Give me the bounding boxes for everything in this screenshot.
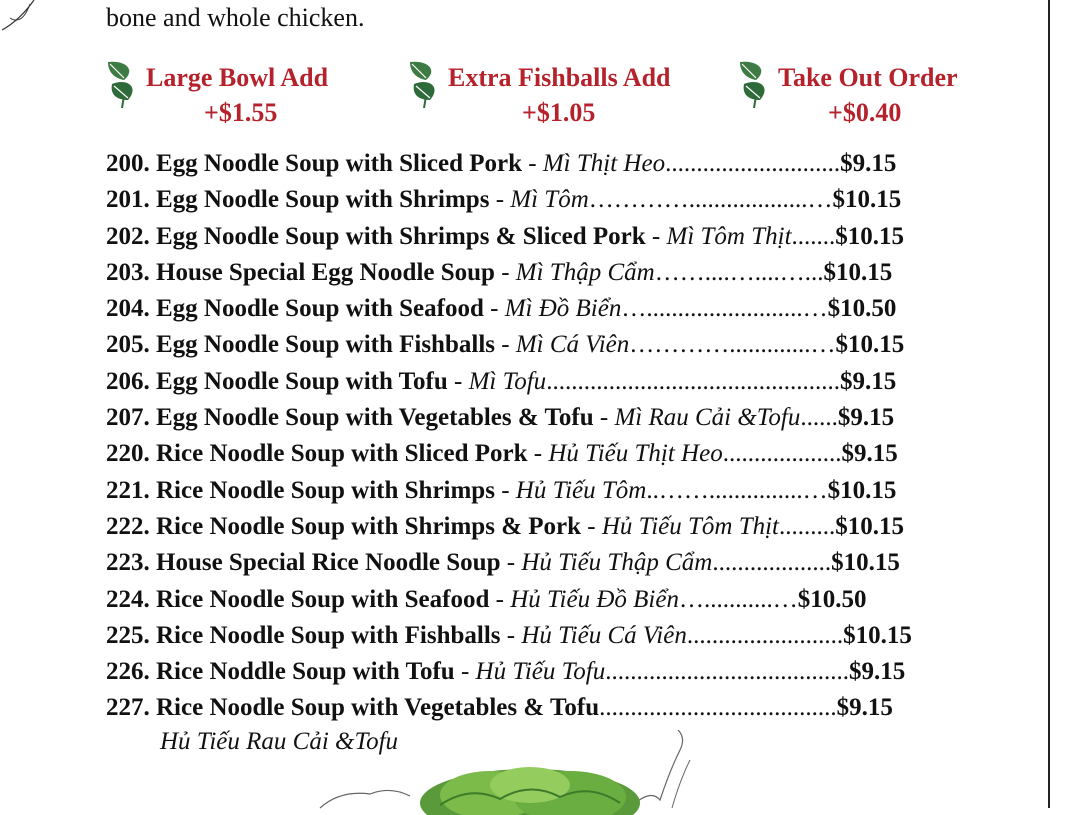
addon-price: +$1.55	[204, 98, 278, 127]
item-name: House Special Egg Noodle Soup	[156, 258, 495, 286]
leaf-icon	[736, 56, 774, 108]
item-number: 200.	[106, 150, 150, 177]
item-price: $10.15	[832, 186, 902, 214]
menu-item: 205. Egg Noodle Soup with Fishballs - Mì Cá Viên………….............…$10.15	[106, 331, 905, 359]
item-number: 224.	[106, 585, 150, 613]
item-leader: ………….............…	[629, 331, 836, 359]
item-price: $10.15	[823, 258, 893, 286]
item-name: House Special Rice Noodle Soup	[156, 549, 501, 577]
menu-item: 203. House Special Egg Noodle Soup - Mì Thập Cẩm……....…....…...$10.15	[106, 258, 893, 286]
menu-item: 226. Rice Noddle Soup with Tofu - Hủ Tiếu Tofu.......................................$9.15	[106, 658, 906, 686]
item-leader: ...............................................	[546, 367, 840, 395]
menu-item: 222. Rice Noodle Soup with Shrimps & Pork - Hủ Tiếu Tôm Thịt.........$10.15	[106, 512, 904, 540]
border-line	[1048, 0, 1050, 808]
item-viet-name: Hủ Tiếu Cá Viên	[521, 621, 687, 649]
item-price: $10.50	[797, 585, 867, 613]
menu-list	[106, 148, 1006, 729]
item-number: 202.	[106, 222, 150, 250]
item-price: $10.15	[835, 512, 904, 540]
item-number: 227.	[106, 694, 150, 722]
item-name: Rice Noodle Soup with Sliced Pork	[156, 440, 528, 468]
addon-price: +$1.05	[522, 98, 596, 127]
item-leader: ...................	[712, 549, 832, 577]
item-price: $9.15	[836, 694, 893, 722]
addon-large-bowl	[104, 56, 404, 128]
item-name: Egg Noodle Soup with Sliced Pork	[156, 150, 523, 177]
addon-label: Large Bowl Add	[146, 63, 329, 92]
item-227-viet-name: Hủ Tiếu Rau Cải &Tofu	[160, 728, 399, 755]
item-number: 225.	[106, 621, 150, 649]
item-viet-name: Mì Tôm Thịt	[666, 222, 792, 250]
item-leader: .......................................	[605, 658, 849, 686]
item-viet-name: Mì Tofu	[468, 367, 547, 395]
item-viet-name: Hủ Tiếu Thịt Heo	[548, 440, 723, 468]
item-name: Rice Noodle Soup with Shrimps	[156, 476, 495, 504]
item-leader: ……....…....…...	[654, 258, 824, 286]
menu-item: 206. Egg Noodle Soup with Tofu - Mì Tofu...............................................$9.15	[106, 367, 897, 395]
addon-price: +$0.40	[828, 98, 902, 127]
item-viet-name: Hủ Tiếu Tôm	[515, 476, 647, 504]
item-price: $10.15	[831, 549, 900, 577]
item-viet-name: Hủ Tiếu Tofu	[475, 658, 606, 686]
item-viet-name: Mì Thập Cẩm	[515, 258, 655, 286]
item-name: Egg Noodle Soup with Tofu	[156, 367, 448, 395]
item-leader: ...................	[722, 440, 842, 468]
menu-item: 221. Rice Noodle Soup with Shrimps - Hủ Tiếu Tôm..……...............…$10.15	[106, 476, 897, 504]
menu-item	[106, 692, 1006, 728]
item-price: $9.15	[841, 440, 898, 468]
menu-item: 225. Rice Noodle Soup with Fishballs - Hủ Tiếu Cá Viên.........................$10.15	[106, 621, 912, 649]
lettuce-icon	[410, 755, 650, 815]
intro-text: bone and whole chicken.	[106, 3, 365, 32]
item-viet-name: Mì Rau Cải &Tofu	[614, 404, 801, 432]
item-viet-name: Mì Tôm	[510, 186, 589, 214]
item-name: Rice Noodle Soup with Fishballs	[156, 621, 501, 649]
item-leader: .........	[779, 512, 836, 540]
menu-item: 224. Rice Noodle Soup with Seafood - Hủ Tiếu Đồ Biển…...........…$10.50	[106, 585, 867, 613]
menu-item: 207. Egg Noodle Soup with Vegetables & Tofu - Mì Rau Cải &Tofu......$9.15	[106, 404, 895, 432]
menu-item: 223. House Special Rice Noodle Soup - Hủ Tiếu Thập Cẩm...................$10.15	[106, 549, 900, 577]
item-name: Egg Noodle Soup with Shrimps	[156, 186, 490, 214]
item-viet-name: Hủ Tiếu Đồ Biển	[510, 585, 679, 613]
item-price: $10.50	[827, 295, 897, 323]
item-name: Rice Noddle Soup with Tofu	[156, 658, 455, 686]
item-leader: ......	[800, 404, 838, 432]
leaf-sketch-icon	[0, 0, 60, 60]
item-name: Egg Noodle Soup with Vegetables & Tofu	[156, 404, 594, 432]
item-viet-name: Hủ Tiếu Thập Cẩm	[521, 549, 713, 577]
leaf-icon	[406, 56, 444, 108]
item-number: 222.	[106, 512, 150, 540]
item-number: 226.	[106, 658, 150, 686]
item-price: $10.15	[843, 621, 912, 649]
addon-take-out	[736, 56, 1036, 128]
item-name: Egg Noodle Soup with Seafood	[156, 295, 484, 323]
item-leader: .......	[791, 222, 836, 250]
item-price: $9.15	[837, 404, 895, 432]
menu-item: 202. Egg Noodle Soup with Shrimps & Sliced Pork - Mì Tôm Thịt.......$10.15	[106, 222, 905, 250]
item-name: Rice Noodle Soup with Vegetables & Tofu	[156, 694, 600, 722]
item-number: 205.	[106, 331, 150, 359]
item-number: 220.	[106, 440, 150, 468]
item-leader: …………...................…	[588, 186, 833, 214]
item-viet-name: Mì Thịt Heo	[542, 150, 666, 177]
addon-extra-fishballs	[406, 56, 706, 128]
item-price: $9.15	[840, 150, 897, 177]
item-number: 204.	[106, 295, 150, 323]
item-name: Rice Noodle Soup with Seafood	[156, 585, 490, 613]
item-leader: .........................	[686, 621, 844, 649]
item-number: 221.	[106, 476, 150, 504]
item-price: $10.15	[827, 476, 897, 504]
item-number: 223.	[106, 549, 150, 577]
item-price: $9.15	[839, 367, 897, 395]
item-leader: …...........…	[678, 585, 798, 613]
item-number: 206.	[106, 367, 150, 395]
menu-item: 200. Egg Noodle Soup with Sliced Pork - Mì Thịt Heo............................$9.15	[106, 150, 897, 177]
menu-item: 201. Egg Noodle Soup with Shrimps - Mì Tôm…………...................…$10.15	[106, 186, 902, 214]
addon-label: Extra Fishballs Add	[448, 63, 671, 92]
item-number: 203.	[106, 258, 150, 286]
item-name: Rice Noodle Soup with Shrimps & Pork	[156, 512, 582, 540]
addon-label: Take Out Order	[778, 63, 958, 92]
leaf-icon	[104, 56, 142, 108]
item-viet-name: Mì Cá Viên	[515, 331, 630, 359]
item-price: $10.15	[835, 331, 905, 359]
item-number: 207.	[106, 404, 150, 432]
item-name: Egg Noodle Soup with Fishballs	[156, 331, 495, 359]
item-leader: ..……...............…	[646, 476, 828, 504]
menu-item: 220. Rice Noodle Soup with Sliced Pork - Hủ Tiếu Thịt Heo...................$9.15	[106, 440, 898, 468]
item-price: $9.15	[848, 658, 906, 686]
item-name: Egg Noodle Soup with Shrimps & Sliced Pork	[156, 222, 646, 250]
item-number: 201.	[106, 186, 150, 214]
item-leader: ….........................…	[621, 295, 828, 323]
item-viet-name: Mì Đồ Biển	[504, 295, 622, 323]
item-leader: ......................................	[599, 694, 837, 722]
item-price: $10.15	[835, 222, 905, 250]
addons-section	[100, 56, 1000, 128]
menu-item: 204. Egg Noodle Soup with Seafood - Mì Đồ Biển….........................…$10.50	[106, 295, 897, 323]
item-viet-name: Hủ Tiếu Tôm Thịt	[601, 512, 779, 540]
item-leader: ............................	[665, 150, 841, 177]
